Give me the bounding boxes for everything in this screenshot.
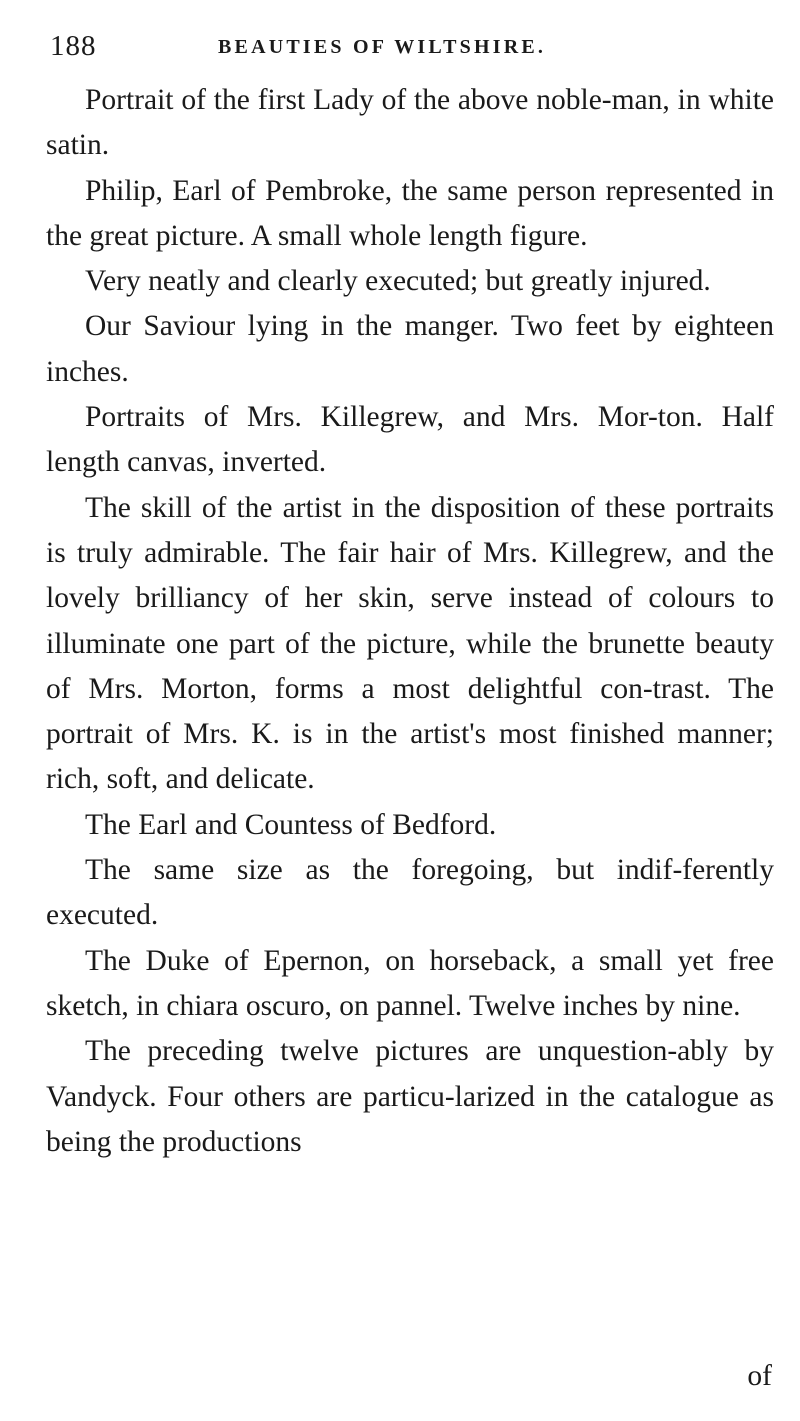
paragraph-saviour-manger: Our Saviour lying in the manger. Two feet by eighteen inches. (46, 310, 774, 388)
catchword: of (747, 1360, 772, 1392)
paragraph-skill-of-artist: The skill of the artist in the disposition of these portraits is truly admirable. The fair hair of Mrs. Killegrew, and the lovely brilliancy of her skin, serve instead of colours to illuminate one part of the picture, while the brunette beauty of Mrs. Morton, forms a most delightful con-trast. The portrait of Mrs. K. is in the artist's most finished manner; rich, soft, and delicate. (46, 491, 774, 796)
paragraph-duke-epernon: The Duke of Epernon, on horseback, a small yet free sketch, in chiara oscuro, on pannel. Twelve inches by nine. (46, 944, 774, 1022)
paragraph-neatly-executed: Very neatly and clearly executed; but greatly injured. (85, 265, 711, 298)
paragraph-killegrew-morton: Portraits of Mrs. Killegrew, and Mrs. Mor-ton. Half length canvas, inverted. (46, 401, 774, 479)
running-head: BEAUTIES OF WILTSHIRE. (218, 36, 547, 58)
page-number: 188 (50, 30, 97, 62)
paragraph-same-size: The same size as the foregoing, but indif-ferently executed. (46, 854, 774, 932)
page-header (46, 28, 774, 68)
body-text (46, 78, 774, 1165)
paragraph-portrait-first-lady: Portrait of the first Lady of the above noble-man, in white satin. (46, 84, 774, 162)
paragraph-philip-earl-pembroke: Philip, Earl of Pembroke, the same person represented in the great picture. A small whole length figure. (46, 174, 774, 252)
book-page (46, 28, 774, 1165)
paragraph-preceding-twelve: The preceding twelve pictures are unquestion-ably by Vandyck. Four others are particu-larized in the catalogue as being the productions (46, 1035, 774, 1158)
paragraph-earl-countess-bedford: The Earl and Countess of Bedford. (85, 808, 497, 841)
